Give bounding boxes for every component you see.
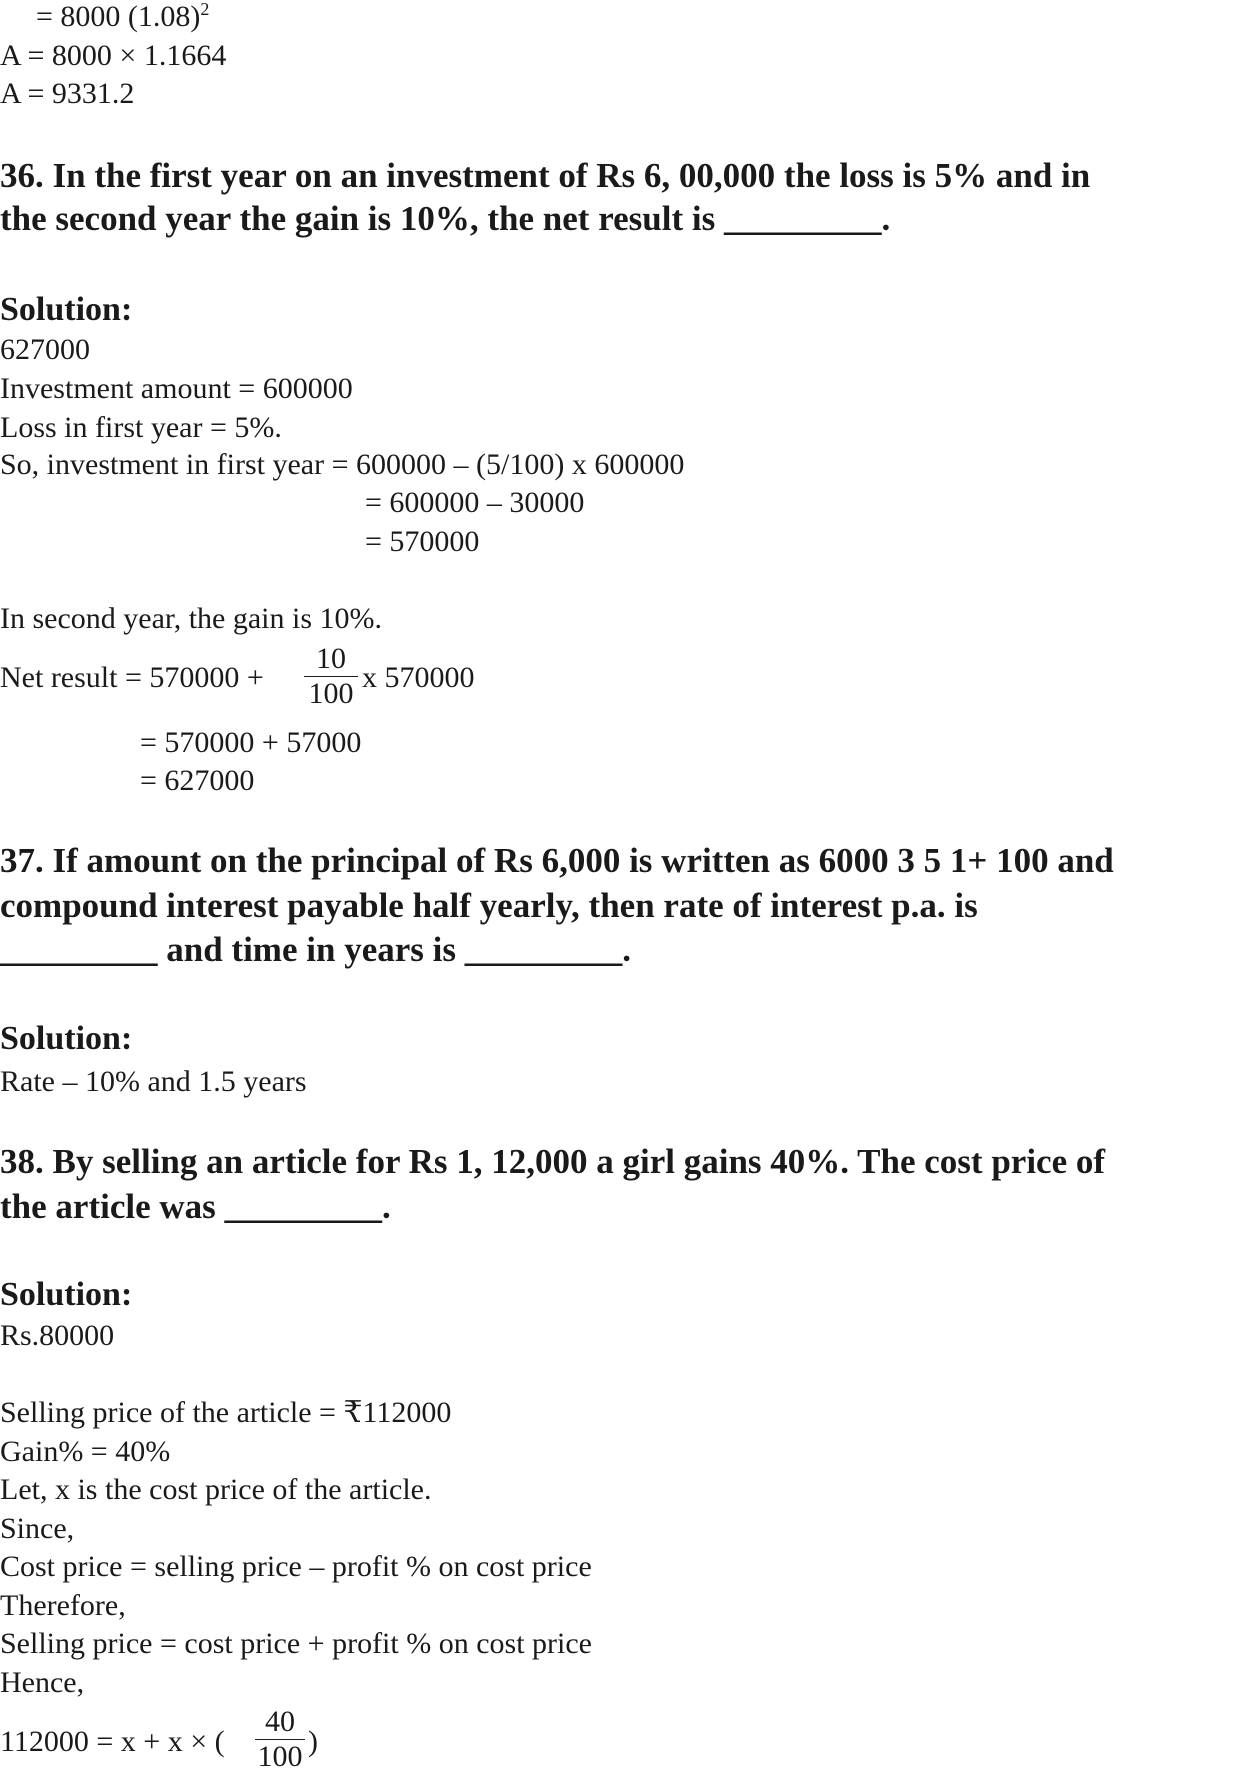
equation-suffix: ) bbox=[308, 1725, 318, 1758]
solution-line: Rs.80000 bbox=[0, 1319, 115, 1352]
net-result-prefix: Net result = 570000 + bbox=[0, 661, 264, 694]
solution-heading: Solution: bbox=[0, 291, 133, 328]
question-text: 38. By selling an article for Rs 1, 12,000 a girl gains 40%. The cost price of bbox=[0, 1142, 1106, 1181]
solution-line: = 600000 – 30000 bbox=[365, 486, 585, 519]
solution-line: Gain% = 40% bbox=[0, 1435, 171, 1468]
solution-heading: Solution: bbox=[0, 1020, 133, 1057]
equation-line: A = 8000 × 1.1664 bbox=[0, 39, 227, 72]
solution-line: Hence, bbox=[0, 1666, 85, 1699]
equation-line: = 8000 $(1.08)^2$ bbox=[36, 0, 210, 33]
denominator: 100 bbox=[257, 1740, 303, 1773]
solution-heading: Solution: bbox=[0, 1276, 133, 1313]
solution-line: Loss in first year = 5%. bbox=[0, 411, 282, 444]
question-text: the article was _________. bbox=[0, 1187, 391, 1226]
solution-line: Since, bbox=[0, 1512, 75, 1545]
question-text: 37. If amount on the principal of Rs 6,000 is written as 6000 3 5 1+ 100 and bbox=[0, 841, 1114, 880]
denominator: 100 bbox=[308, 677, 354, 710]
net-result-suffix: x 570000 bbox=[362, 661, 475, 694]
question-text: 36. In the first year on an investment of Rs 6, 00,000 the loss is 5% and in bbox=[0, 156, 1091, 195]
question-text: _________ and time in years is _________. bbox=[0, 930, 631, 969]
solution-line: In second year, the gain is 10%. bbox=[0, 602, 383, 635]
solution-line: Investment amount = 600000 bbox=[0, 372, 353, 405]
solution-line: Let, x is the cost price of the article. bbox=[0, 1473, 432, 1506]
fraction bbox=[304, 642, 358, 711]
numerator: 40 bbox=[255, 1705, 305, 1740]
question-text: compound interest payable half yearly, then rate of interest p.a. is bbox=[0, 886, 978, 925]
question-text: the second year the gain is 10%, the net result is _________. bbox=[0, 199, 891, 238]
solution-line: Rate – 10% and 1.5 years bbox=[0, 1065, 307, 1098]
numerator: 10 bbox=[304, 642, 358, 677]
solution-line: 627000 bbox=[0, 333, 90, 366]
solution-line: = 570000 bbox=[365, 525, 480, 558]
equation-prefix: 112000 = x + x × ( bbox=[0, 1725, 225, 1758]
solution-line: Selling price of the article = ₹112000 bbox=[0, 1396, 452, 1429]
fraction bbox=[255, 1705, 305, 1774]
equation-line: A = 9331.2 bbox=[0, 77, 135, 110]
solution-line: = 627000 bbox=[140, 764, 255, 797]
solution-line: So, investment in first year = 600000 – (5/100) x 600000 bbox=[0, 448, 685, 481]
solution-line: Therefore, bbox=[0, 1589, 126, 1622]
solution-line: Cost price = selling price – profit % on cost price bbox=[0, 1550, 592, 1583]
solution-line: Selling price = cost price + profit % on cost price bbox=[0, 1627, 593, 1660]
solution-line: = 570000 + 57000 bbox=[140, 726, 362, 759]
